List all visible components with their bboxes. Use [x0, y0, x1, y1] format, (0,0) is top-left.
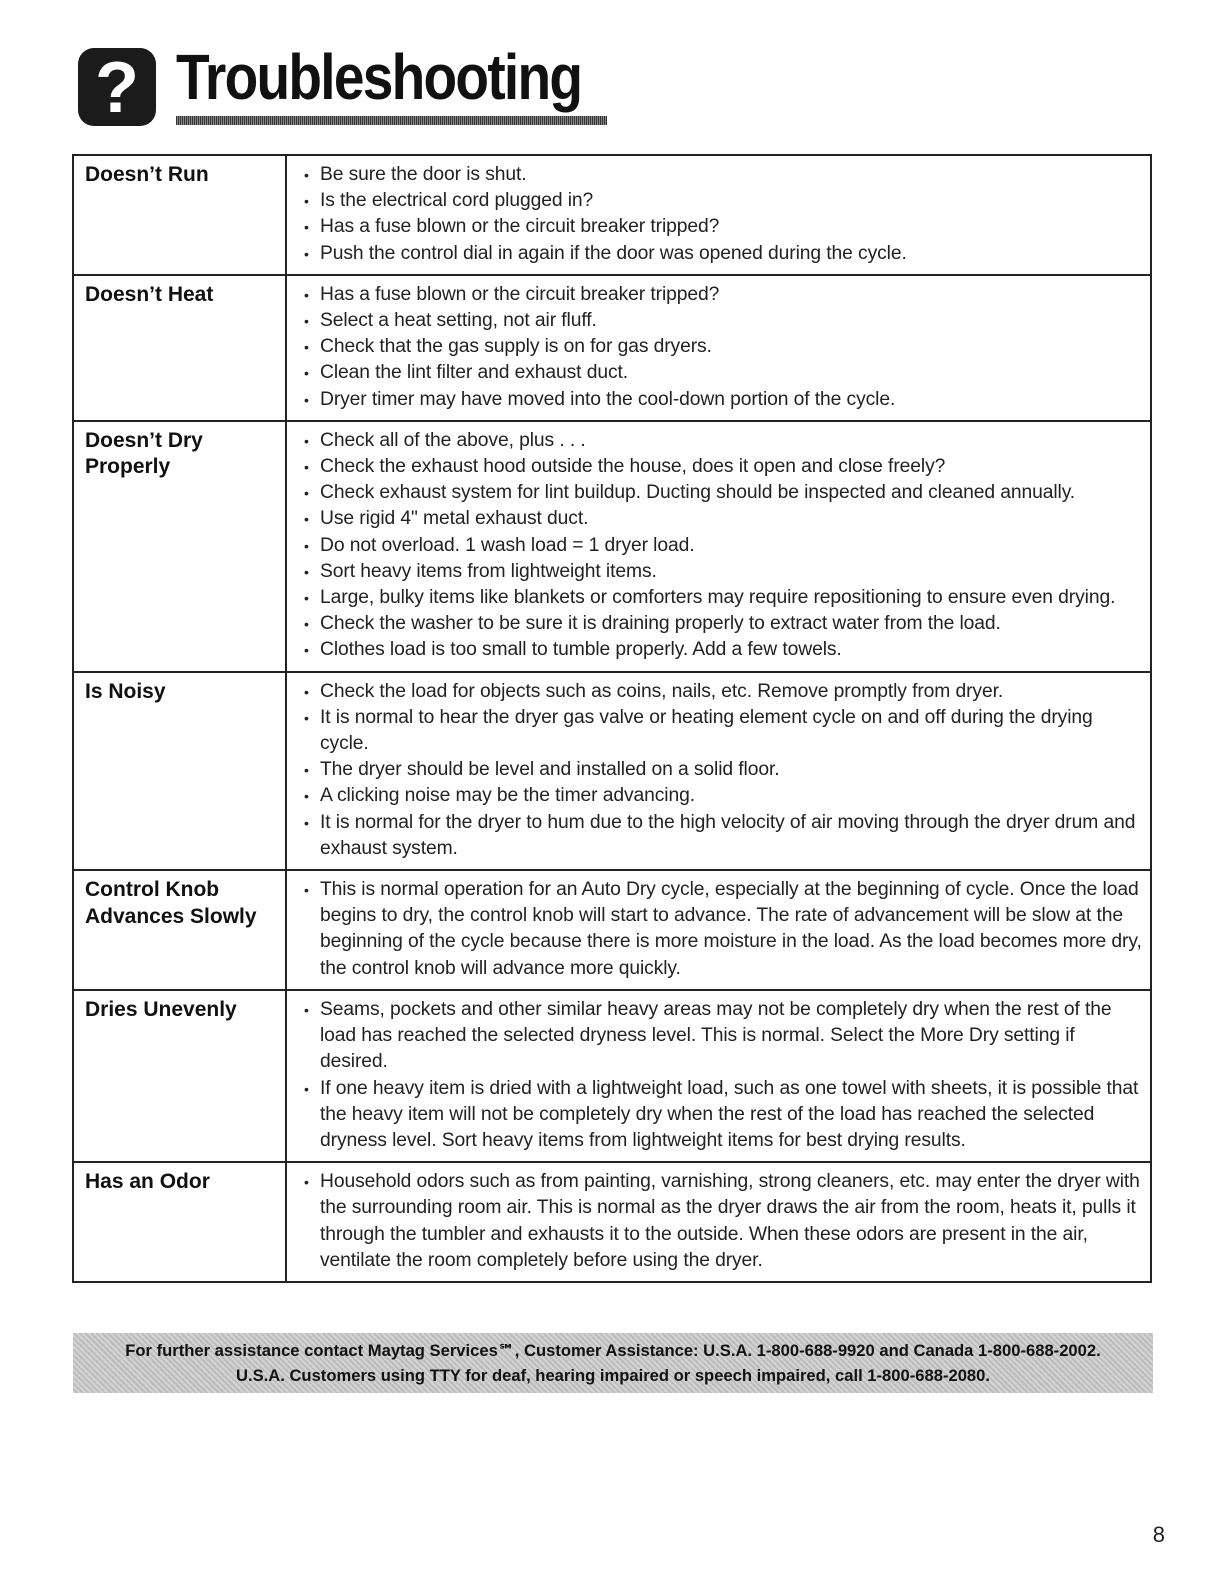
solution-list [299, 428, 1142, 664]
solution-cell [286, 990, 1151, 1162]
table-row [73, 275, 1151, 421]
solution-cell [286, 1162, 1151, 1282]
list-item: • Has a fuse blown or the circuit breaker tripped? [299, 214, 1142, 240]
solution-list [299, 1169, 1142, 1274]
list-item: • It is normal to hear the dryer gas valve or heating element cycle on and off during the drying cycle. [299, 705, 1142, 757]
list-item: • Large, bulky items like blankets or comforters may require repositioning to ensure even drying. [299, 585, 1142, 611]
question-mark-icon [78, 48, 156, 126]
solution-list [299, 877, 1142, 982]
problem-label: Is Noisy [73, 672, 286, 870]
list-item: • It is normal for the dryer to hum due to the high velocity of air moving through the dryer drum and exhaust system. [299, 810, 1142, 862]
list-item: • Check the load for objects such as coins, nails, etc. Remove promptly from dryer. [299, 679, 1142, 705]
table-row [73, 672, 1151, 870]
problem-label: Doesn’t Heat [73, 275, 286, 421]
problem-label: Doesn’t Dry Properly [73, 421, 286, 672]
list-item: • Seams, pockets and other similar heavy areas may not be completely dry when the rest of the load has reached the selected dryness level. This is normal. Select the More Dry setting if desired. [299, 997, 1142, 1076]
list-item: • Check that the gas supply is on for gas dryers. [299, 334, 1142, 360]
list-item: • Check the exhaust hood outside the house, does it open and close freely? [299, 454, 1142, 480]
list-item: • Check all of the above, plus . . . [299, 428, 1142, 454]
assistance-banner [73, 1333, 1153, 1393]
list-item: • Household odors such as from painting, varnishing, strong cleaners, etc. may enter the dryer with the surrounding room air. This is normal as the dryer draws the air from the room, heats it, pulls it through the tumbler and exhausts it to the outside. When these odors are present in the air, ventilate the room completely before using the dryer. [299, 1169, 1142, 1274]
page-number: 8 [1152, 1522, 1165, 1547]
problem-label: Doesn’t Run [73, 155, 286, 275]
list-item: • Push the control dial in again if the door was opened during the cycle. [299, 241, 1142, 267]
list-item: • Clothes load is too small to tumble properly. Add a few towels. [299, 637, 1142, 663]
list-item: • The dryer should be level and installed on a solid floor. [299, 757, 1142, 783]
problem-label: Dries Unevenly [73, 990, 286, 1162]
table-row [73, 990, 1151, 1162]
solution-cell [286, 421, 1151, 672]
list-item: • This is normal operation for an Auto Dry cycle, especially at the beginning of cycle. Once the load begins to dry, the control knob will start to advance. The rate of advancement will be slow at the beginning of the cycle because there is more moisture in the load. As the load becomes more dry, the control knob will advance more quickly. [299, 877, 1142, 982]
solution-cell [286, 672, 1151, 870]
table-row [73, 1162, 1151, 1282]
table-row [73, 421, 1151, 672]
solution-list [299, 282, 1142, 413]
svg-text:?: ? [95, 48, 139, 126]
list-item: • A clicking noise may be the timer advancing. [299, 783, 1142, 809]
assistance-line-2: U.S.A. Customers using TTY for deaf, hearing impaired or speech impaired, call 1-800-688-2080. [235, 1366, 991, 1385]
troubleshooting-table-body [73, 155, 1151, 1282]
list-item: • Do not overload. 1 wash load = 1 dryer load. [299, 533, 1142, 559]
solution-cell [286, 870, 1151, 990]
list-item: • Clean the lint filter and exhaust duct. [299, 360, 1142, 386]
solution-list [299, 997, 1142, 1154]
list-item: • Has a fuse blown or the circuit breaker tripped? [299, 282, 1142, 308]
list-item: • Sort heavy items from lightweight items. [299, 559, 1142, 585]
list-item: • Be sure the door is shut. [299, 162, 1142, 188]
solution-list [299, 162, 1142, 267]
list-item: • Check exhaust system for lint buildup. Ducting should be inspected and cleaned annually. [299, 480, 1142, 506]
table-row [73, 155, 1151, 275]
table-row [73, 870, 1151, 990]
solution-cell [286, 275, 1151, 421]
assistance-line-1: For further assistance contact Maytag Services℠, Customer Assistance: U.S.A. 1-800-688-9920 and Canada 1-800-688-2002. [125, 1341, 1101, 1360]
problem-label: Control Knob Advances Slowly [73, 870, 286, 990]
list-item: • Is the electrical cord plugged in? [299, 188, 1142, 214]
solution-list [299, 679, 1142, 862]
list-item: • Check the washer to be sure it is draining properly to extract water from the load. [299, 611, 1142, 637]
solution-cell [286, 155, 1151, 275]
list-item: • Dryer timer may have moved into the cool-down portion of the cycle. [299, 387, 1142, 413]
list-item: • Select a heat setting, not air fluff. [299, 308, 1142, 334]
troubleshooting-table [72, 154, 1152, 1283]
page-title: Troubleshooting [176, 41, 582, 113]
list-item: • Use rigid 4" metal exhaust duct. [299, 506, 1142, 532]
problem-label: Has an Odor [73, 1162, 286, 1282]
title-underline [176, 116, 607, 125]
list-item: • If one heavy item is dried with a lightweight load, such as one towel with sheets, it is possible that the heavy item will not be completely dry when the rest of the load has reached the selected dryness level. Sort heavy items from lightweight items for best drying results. [299, 1076, 1142, 1155]
